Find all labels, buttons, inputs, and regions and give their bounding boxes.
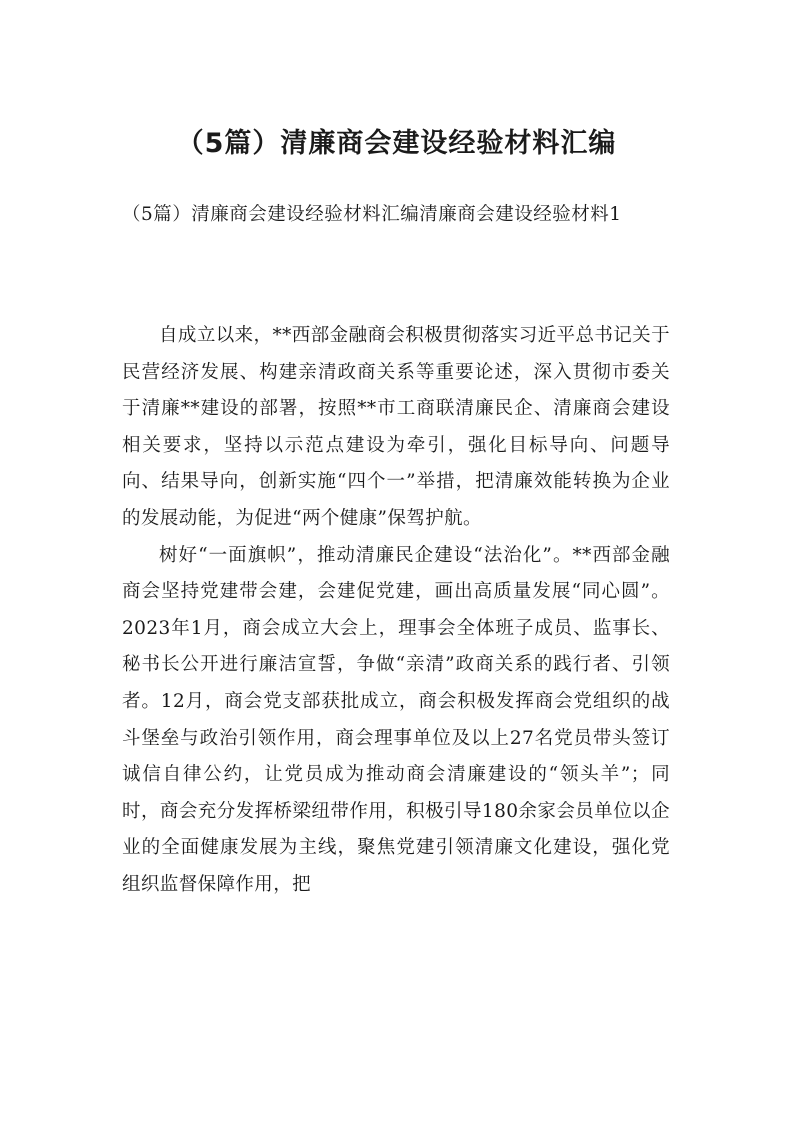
document-title: （5篇）清廉商会建设经验材料汇编: [176, 128, 617, 159]
body-paragraph: 自成立以来，**西部金融商会积极贯彻落实习近平总书记关于民营经济发展、构建亲清政商关系等重要论述，深入贯彻市委关于清廉**建设的部署，按照**市工商联清廉民企、清廉商会建设相关要求，坚持以示范点建设为牵引，强化目标导向、问题导向、结果导向，创新实施“四个一”举措，把清廉效能转换为企业的发展动能，为促进“两个健康”保驾护航。: [122, 325, 670, 529]
body-paragraph: 树好“一面旗帜”，推动清廉民企建设“法治化”。**西部金融商会坚持党建带会建，会建促党建，画出高质量发展“同心圆”。2023年1月，商会成立大会上，理事会全体班子成员、监事长、秘书长公开进行廉洁宣誓，争做“亲清”政商关系的践行者、引领者。12月，商会党支部获批成立，商会积极发挥商会党组织的战斗堡垒与政治引领作用，商会理事单位及以上27名党员带头签订诚信自律公约，让党员成为推动商会清廉建设的“领头羊”；同时，商会充分发挥桥梁纽带作用，积极引导180余家会员单位以企业的全面健康发展为主线，聚焦党建引领清廉文化建设，强化党组织监督保障作用，把: [122, 544, 670, 895]
document-body: [122, 318, 670, 904]
document-subtitle: （5篇）清廉商会建设经验材料汇编清廉商会建设经验材料1: [122, 204, 622, 225]
